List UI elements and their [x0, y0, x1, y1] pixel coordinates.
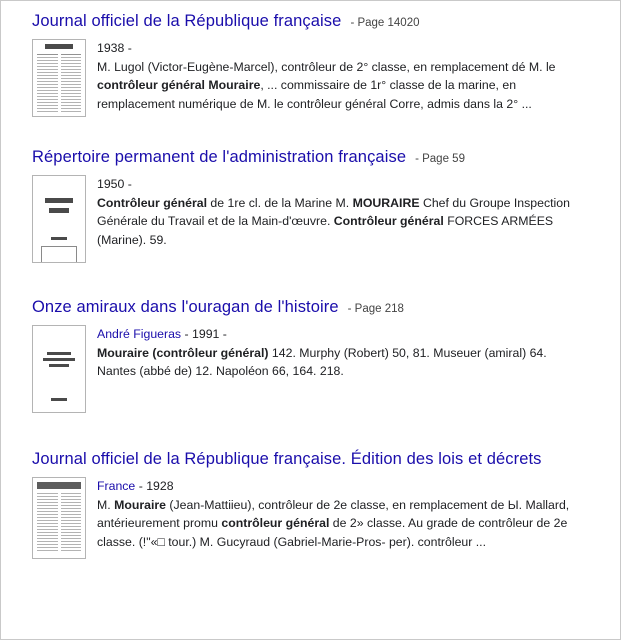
result-page-label: - Page 59 [415, 153, 465, 165]
result-header [32, 297, 602, 317]
result-snippet [97, 325, 589, 381]
result-year: 1950 - [97, 177, 132, 191]
result-year: 1938 - [97, 41, 132, 55]
result-body [32, 477, 602, 559]
result-body [32, 39, 602, 117]
result-title-link[interactable]: Répertoire permanent de l'administration française [32, 148, 407, 166]
result-snippet-text: M. Lugol (Victor-Eugène-Marcel), contrôleur de 2° classe, en remplacement dé M. le contrôleur général Mouraire, ... commissaire de 1r° classe de la marine, en remplacement numérique de M. le contrôleur général Corre, admis dans la 2° ... [97, 59, 556, 111]
result-author-link[interactable]: André Figueras [97, 327, 182, 341]
result-title-link[interactable]: Journal officiel de la République française. Édition des lois et décrets [32, 450, 542, 468]
book-thumbnail-journal-officiel-1938[interactable] [32, 39, 86, 117]
result-body [32, 325, 602, 413]
result-author-link[interactable]: France [97, 479, 136, 493]
result-year: - 1928 [138, 479, 174, 493]
thumbnail-page-content [37, 482, 81, 554]
result-page-label: - Page 218 [347, 303, 404, 315]
result-snippet-text: M. Mouraire (Jean-Mattiieu), contrôleur de 2e classe, en remplacement de Ы. Mallard, antérieurement promu contrôleur général de 2» classe. Au grade de contrôleur de 2e classe. (!"«□ tour.) M. Gucyraud (Gabriel-Marie-Pros- per). contrôleur ... [97, 497, 570, 549]
thumbnail-page-content [37, 330, 81, 408]
result-header [32, 147, 602, 167]
result-title-link[interactable]: Onze amiraux dans l'ouragan de l'histoire [32, 298, 339, 316]
book-thumbnail-onze-amiraux[interactable] [32, 325, 86, 413]
result-snippet [97, 477, 589, 551]
search-result-item [19, 11, 602, 117]
result-snippet-text: Mouraire (contrôleur général) 142. Murphy (Robert) 50, 81. Museuer (amiral) 64. Nantes (abbé de) 12. Napoléon 66, 164. 218. [97, 345, 547, 378]
thumbnail-page-content [37, 44, 81, 112]
book-thumbnail-repertoire-permanent[interactable] [32, 175, 86, 263]
result-snippet-text: Contrôleur général de 1re cl. de la Marine M. MOURAIRE Chef du Groupe Inspection Générale du Travail et de la Main-d'œuvre. Contrôleur général FORCES ARMÉES (Marine). 59. [97, 195, 570, 247]
search-result-item [19, 147, 602, 263]
result-page-label: - Page 14020 [350, 17, 420, 29]
result-header [32, 449, 602, 469]
result-snippet [97, 39, 589, 113]
result-snippet [97, 175, 589, 249]
result-body [32, 175, 602, 263]
result-header [32, 11, 602, 31]
thumbnail-page-content [37, 180, 81, 258]
result-year: - 1991 - [184, 327, 227, 341]
search-result-item [19, 297, 602, 413]
result-title-link[interactable]: Journal officiel de la République française [32, 12, 342, 30]
book-thumbnail-journal-officiel-1928[interactable] [32, 477, 86, 559]
search-result-item [19, 449, 602, 559]
